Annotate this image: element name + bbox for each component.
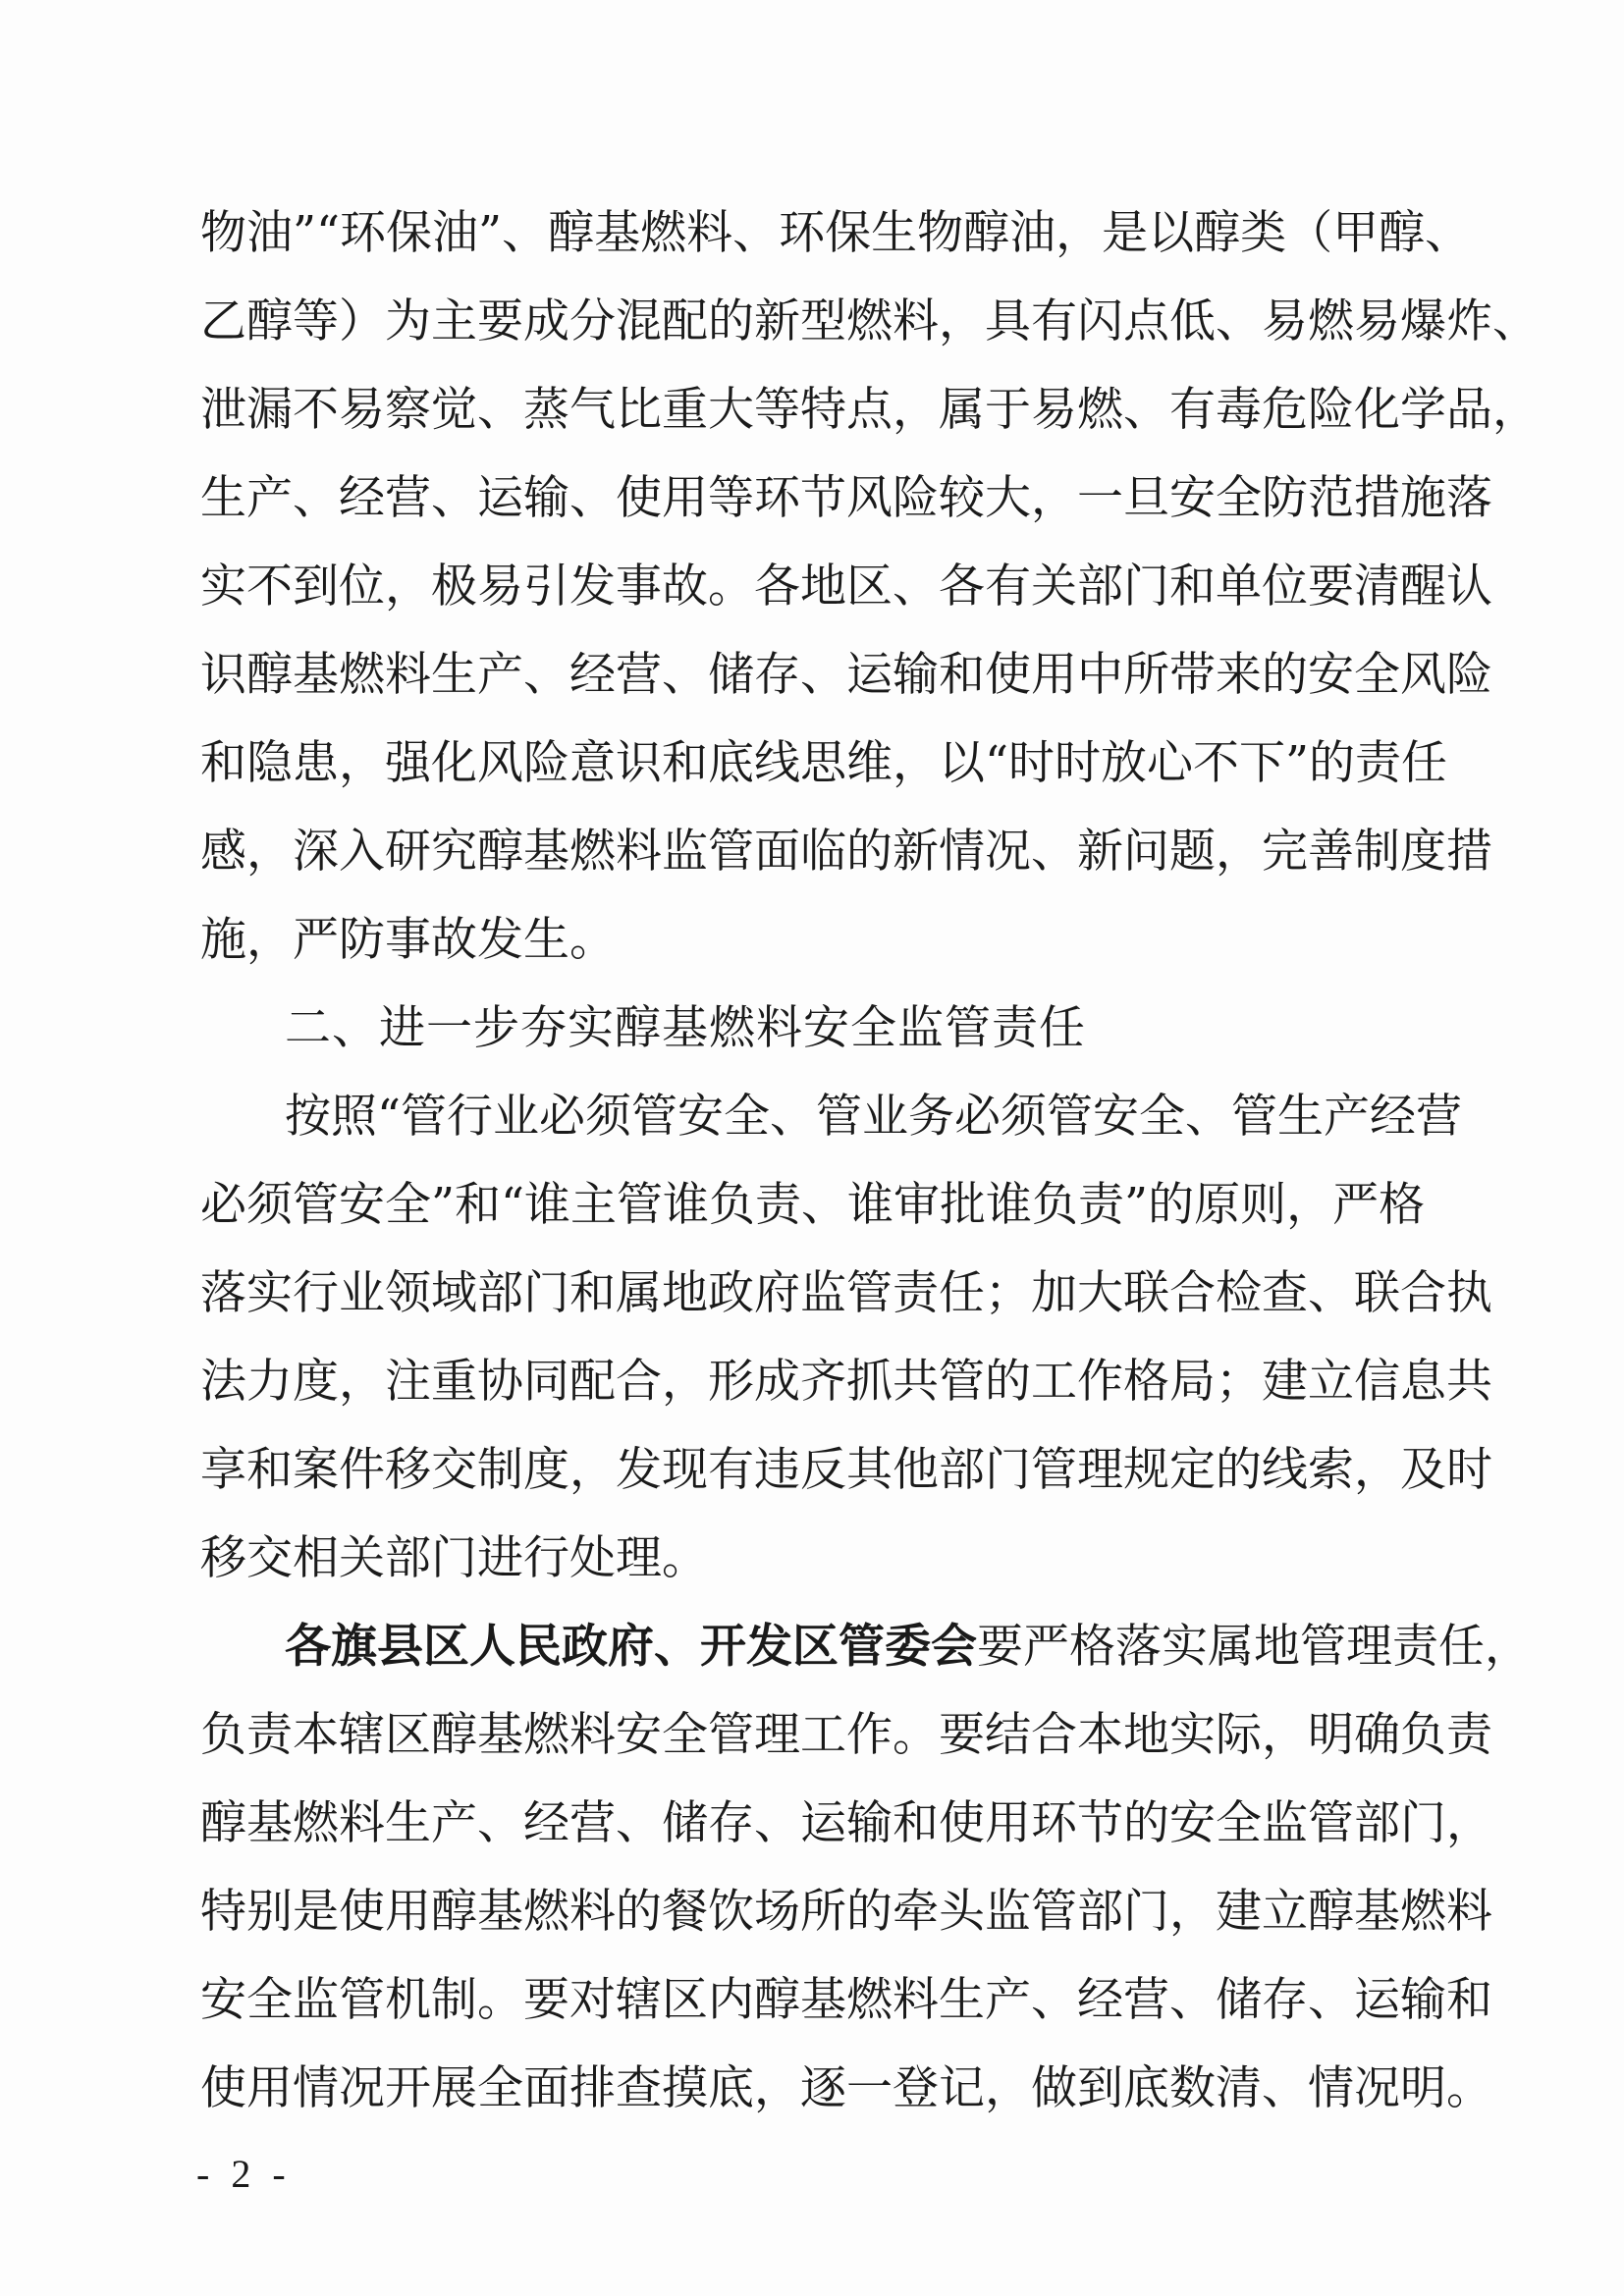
paragraph-line: 感，深入研究醇基燃料监管面临的新情况、新问题，完善制度措: [200, 825, 1492, 879]
paragraph-line: 物油”“环保油”、醇基燃料、环保生物醇油，是以醇类（甲醇、: [200, 206, 1472, 260]
paragraph-line: 特别是使用醇基燃料的餐饮场所的牵头监管部门，建立醇基燃料: [200, 1885, 1492, 1939]
paragraph-line: 负责本辖区醇基燃料安全管理工作。要结合本地实际，明确负责: [200, 1708, 1492, 1762]
paragraph-line: 法力度，注重协同配合，形成齐抓共管的工作格局；建立信息共: [200, 1355, 1492, 1409]
paragraph-line: 乙醇等）为主要成分混配的新型燃料，具有闪点低、易燃易爆炸、: [200, 294, 1539, 348]
paragraph-line: 使用情况开展全面排查摸底，逐一登记，做到底数清、情况明。: [200, 2061, 1492, 2115]
lead-rest-text: 要严格落实属地管理责任，: [977, 1620, 1531, 1674]
paragraph-line: 移交相关部门进行处理。: [200, 1531, 708, 1585]
paragraph-line: 施，严防事故发生。: [200, 913, 616, 967]
paragraph-line: 识醇基燃料生产、经营、储存、运输和使用中所带来的安全风险: [200, 648, 1492, 702]
paragraph-line: 安全监管机制。要对辖区内醇基燃料生产、经营、储存、运输和: [200, 1973, 1492, 2027]
page-number: - 2 -: [196, 2152, 292, 2196]
paragraph-line: 泄漏不易察觉、蒸气比重大等特点，属于易燃、有毒危险化学品，: [200, 383, 1539, 437]
paragraph-lead-line: [285, 1618, 1531, 1677]
paragraph-line: 和隐患，强化风险意识和底线思维，以“时时放心不下”的责任: [200, 736, 1448, 790]
bold-lead-text: 各旗县区人民政府、开发区管委会: [285, 1620, 977, 1674]
paragraph-line: 必须管安全”和“谁主管谁负责、谁审批谁负责”的原则，严格: [200, 1178, 1426, 1232]
section-heading: 二、进一步夯实醇基燃料安全监管责任: [285, 1001, 1086, 1055]
paragraph-line: 落实行业领域部门和属地政府监管责任；加大联合检查、联合执: [200, 1266, 1492, 1320]
paragraph-line: 享和案件移交制度，发现有违反其他部门管理规定的线索，及时: [200, 1443, 1492, 1497]
paragraph-line: 生产、经营、运输、使用等环节风险较大，一旦安全防范措施落: [200, 471, 1492, 525]
paragraph-line: 醇基燃料生产、经营、储存、运输和使用环节的安全监管部门，: [200, 1796, 1492, 1850]
paragraph-line: 实不到位，极易引发事故。各地区、各有关部门和单位要清醒认: [200, 560, 1492, 614]
paragraph-line: 按照“管行业必须管安全、管业务必须管安全、管生产经营: [285, 1090, 1463, 1144]
